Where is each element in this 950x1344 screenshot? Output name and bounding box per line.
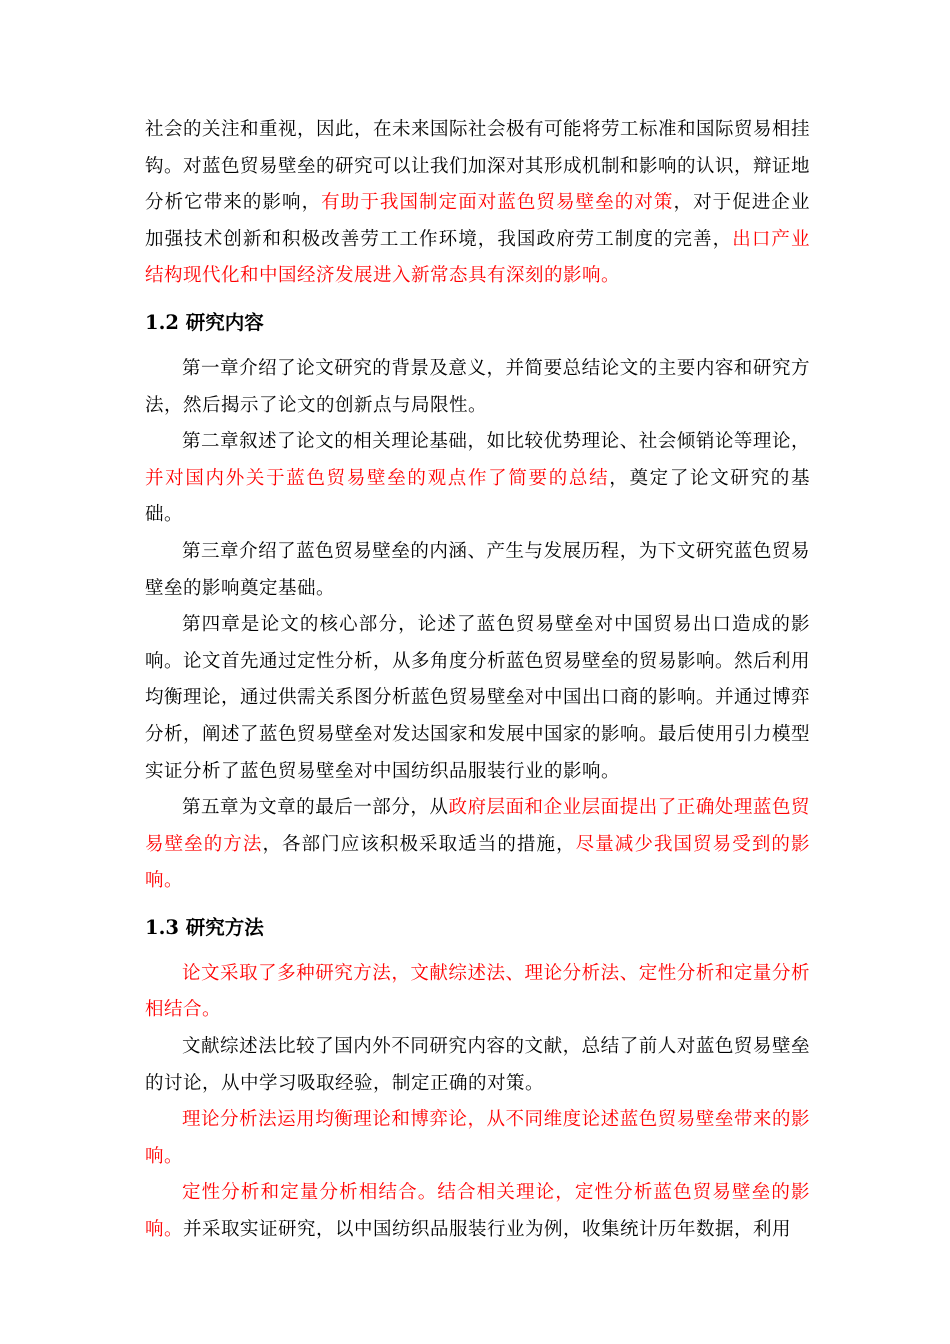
chapter-5-text-1: 第五章为文章的最后一部分，从 (182, 797, 449, 819)
chapter-2-text-1: 第二章叙述了论文的相关理论基础，如比较优势理论、社会倾销论等理论， (182, 431, 810, 453)
qualitative-quantitative-paragraph (145, 1175, 810, 1248)
chapter-5-highlight-1: 政府层面和企业层面提出了正确处理蓝色贸易壁垒的方法 (145, 797, 810, 855)
intro-text-1: 社会的关注和重视，因此，在未来国际社会极有可能将劳工标准和国际贸易相挂钩。对蓝色贸易壁垒的研究可以让我们加深对其形成机制和影响的认识，辩证地分析它带来的影响， (145, 119, 811, 214)
chapter-3-paragraph: 第三章介绍了蓝色贸易壁垒的内涵、产生与发展历程，为下文研究蓝色贸易壁垒的影响奠定基础。 (145, 540, 810, 599)
theory-analysis-paragraph: 理论分析法运用均衡理论和博弈论，从不同维度论述蓝色贸易壁垒带来的影响。 (145, 1109, 810, 1167)
intro-highlight-2: 出口产业结构现代化和中国经济发展进入新常态具有深刻的影响。 (145, 228, 810, 287)
qual-quant-highlight: 定性分析和定量分析相结合。结合相关理论，定性分析蓝色贸易壁垒的影响。 (145, 1182, 810, 1241)
intro-paragraph (145, 112, 810, 295)
chapter-4-paragraph: 第四章是论文的核心部分，论述了蓝色贸易壁垒对中国贸易出口造成的影响。论文首先通过定性分析，从多角度分析蓝色贸易壁垒的贸易影响。然后利用均衡理论，通过供需关系图分析蓝色贸易壁垒对中国出口商的影响。并通过博弈分析，阐述了蓝色贸易壁垒对发达国家和发展中国家的影响。最后使用引力模型实证分析了蓝色贸易壁垒对中国纺织品服装行业的影响。 (145, 614, 811, 782)
section-heading-1-3: 1.3 研究方法 (145, 915, 264, 939)
chapter-2-text-2: ，奠定了论文研究的基础。 (145, 467, 810, 526)
chapter-5-text-2: ，各部门应该积极采取适当的措施， (262, 833, 576, 855)
chapter-5-paragraph (145, 790, 810, 900)
methods-overview-paragraph: 论文采取了多种研究方法，文献综述法、理论分析法、定性分析和定量分析相结合。 (145, 962, 810, 1021)
section-heading-1-2: 1.2 研究内容 (145, 310, 264, 334)
document-body (145, 112, 810, 1249)
literature-review-paragraph: 文献综述法比较了国内外不同研究内容的文献，总结了前人对蓝色贸易壁垒的讨论，从中学习吸取经验，制定正确的对策。 (145, 1036, 810, 1094)
chapter-1-paragraph: 第一章介绍了论文研究的背景及意义，并简要总结论文的主要内容和研究方法，然后揭示了论文的创新点与局限性。 (145, 357, 810, 416)
intro-highlight-1: 有助于我国制定面对蓝色贸易壁垒的对策 (321, 192, 674, 214)
qual-quant-text: 并采取实证研究，以中国纺织品服装行业为例，收集统计历年数据，利用 (183, 1219, 792, 1241)
intro-text-2: ，对于促进企业加强技术创新和积极改善劳工工作环境，我国政府劳工制度的完善， (145, 192, 810, 250)
chapter-2-highlight: 并对国内外关于蓝色贸易壁垒的观点作了简要的总结 (145, 467, 610, 489)
chapter-2-paragraph (145, 424, 810, 534)
chapter-5-highlight-2: 尽量减少我国贸易受到的影响。 (145, 833, 810, 892)
